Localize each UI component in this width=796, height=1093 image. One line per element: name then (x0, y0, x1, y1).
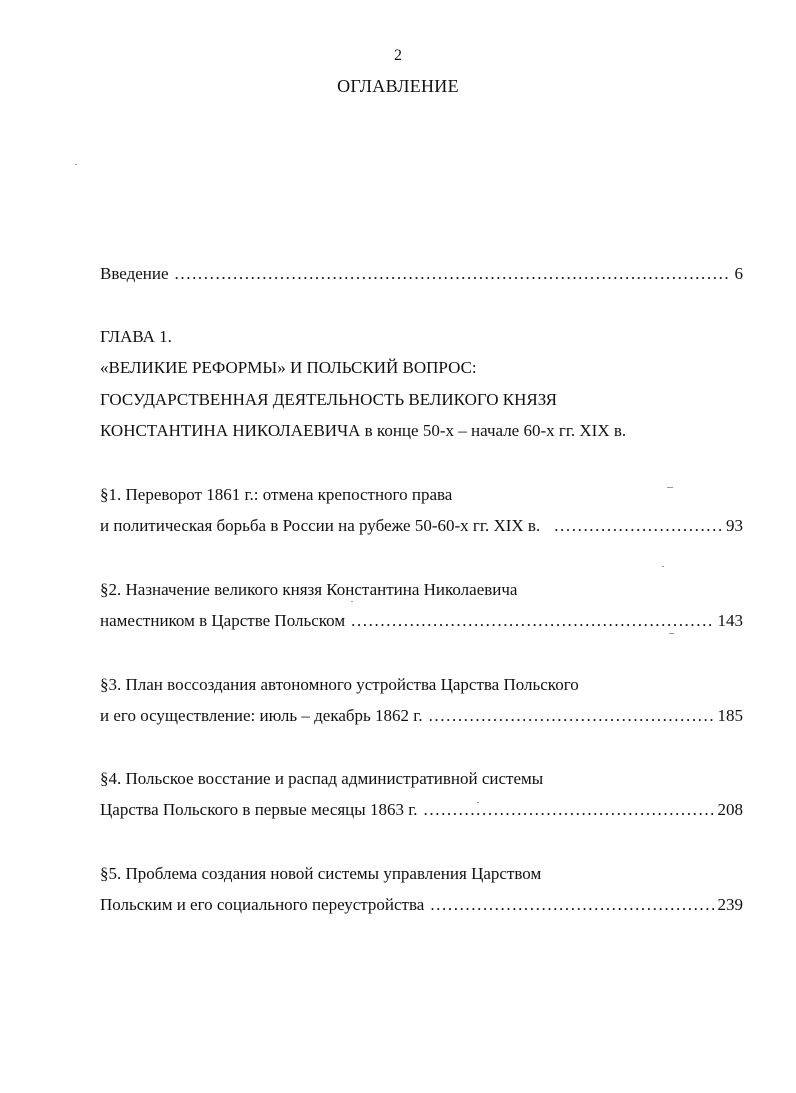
toc-entry-section-4 (100, 800, 743, 820)
dot-leader (424, 800, 714, 820)
dot-leader (429, 706, 714, 726)
section-5-title-line1: §5. Проблема создания новой системы управления Царством (100, 864, 542, 883)
scan-speck (477, 802, 479, 803)
dot-leader (430, 895, 713, 915)
scan-speck (351, 601, 353, 602)
toc-entry-label: наместником в Царстве Польском (100, 611, 346, 630)
dot-leader (175, 264, 731, 284)
toc-page-number: 93 (726, 516, 743, 535)
section-2-title-line1: §2. Назначение великого князя Константина Николаевича (100, 580, 518, 599)
toc-entry-label: Польским и его социального переустройства (100, 895, 425, 914)
section-4-title-line1: §4. Польское восстание и распад административной системы (100, 769, 544, 788)
dot-leader (351, 611, 713, 631)
toc-entry-label: и политическая борьба в России на рубеже 50-60-х гг. XIX в. (100, 516, 541, 535)
chapter-title-line: ГОСУДАРСТВЕННАЯ ДЕЯТЕЛЬНОСТЬ ВЕЛИКОГО КНЯЗЯ (100, 390, 557, 409)
toc-page-number: 185 (717, 706, 743, 725)
scan-speck (669, 633, 674, 634)
chapter-title-caps: КОНСТАНТИНА НИКОЛАЕВИЧА (100, 421, 361, 440)
dot-leader (554, 516, 722, 536)
page-title: ОГЛАВЛЕНИЕ (337, 76, 459, 96)
chapter-title-line: «ВЕЛИКИЕ РЕФОРМЫ» И ПОЛЬСКИЙ ВОПРОС: (100, 358, 477, 377)
chapter-title-line (100, 421, 626, 441)
toc-entry-section-2 (100, 611, 743, 631)
toc-entry-section-1 (100, 516, 743, 536)
toc-entry-introduction (100, 264, 743, 284)
toc-page-number: 6 (734, 264, 743, 283)
scan-speck (75, 164, 77, 165)
section-1-title-line1: §1. Переворот 1861 г.: отмена крепостного права (100, 485, 453, 504)
chapter-title-rest: в конце 50-х – начале 60-х гг. XIX в. (360, 421, 627, 440)
toc-entry-label: Введение (100, 264, 169, 283)
section-3-title-line1: §3. План воссоздания автономного устройства Царства Польского (100, 675, 579, 694)
page-number: 2 (394, 47, 402, 64)
toc-entry-section-5 (100, 895, 743, 915)
scan-speck (662, 566, 664, 567)
chapter-number: ГЛАВА 1. (100, 327, 172, 346)
toc-page-number: 143 (717, 611, 743, 630)
toc-page-number: 208 (717, 800, 743, 819)
toc-entry-label: Царства Польского в первые месяцы 1863 г. (100, 800, 418, 819)
scan-speck (667, 487, 673, 488)
toc-page-number: 239 (717, 895, 743, 914)
toc-entry-label: и его осуществление: июль – декабрь 1862 г. (100, 706, 423, 725)
toc-entry-section-3 (100, 706, 743, 726)
